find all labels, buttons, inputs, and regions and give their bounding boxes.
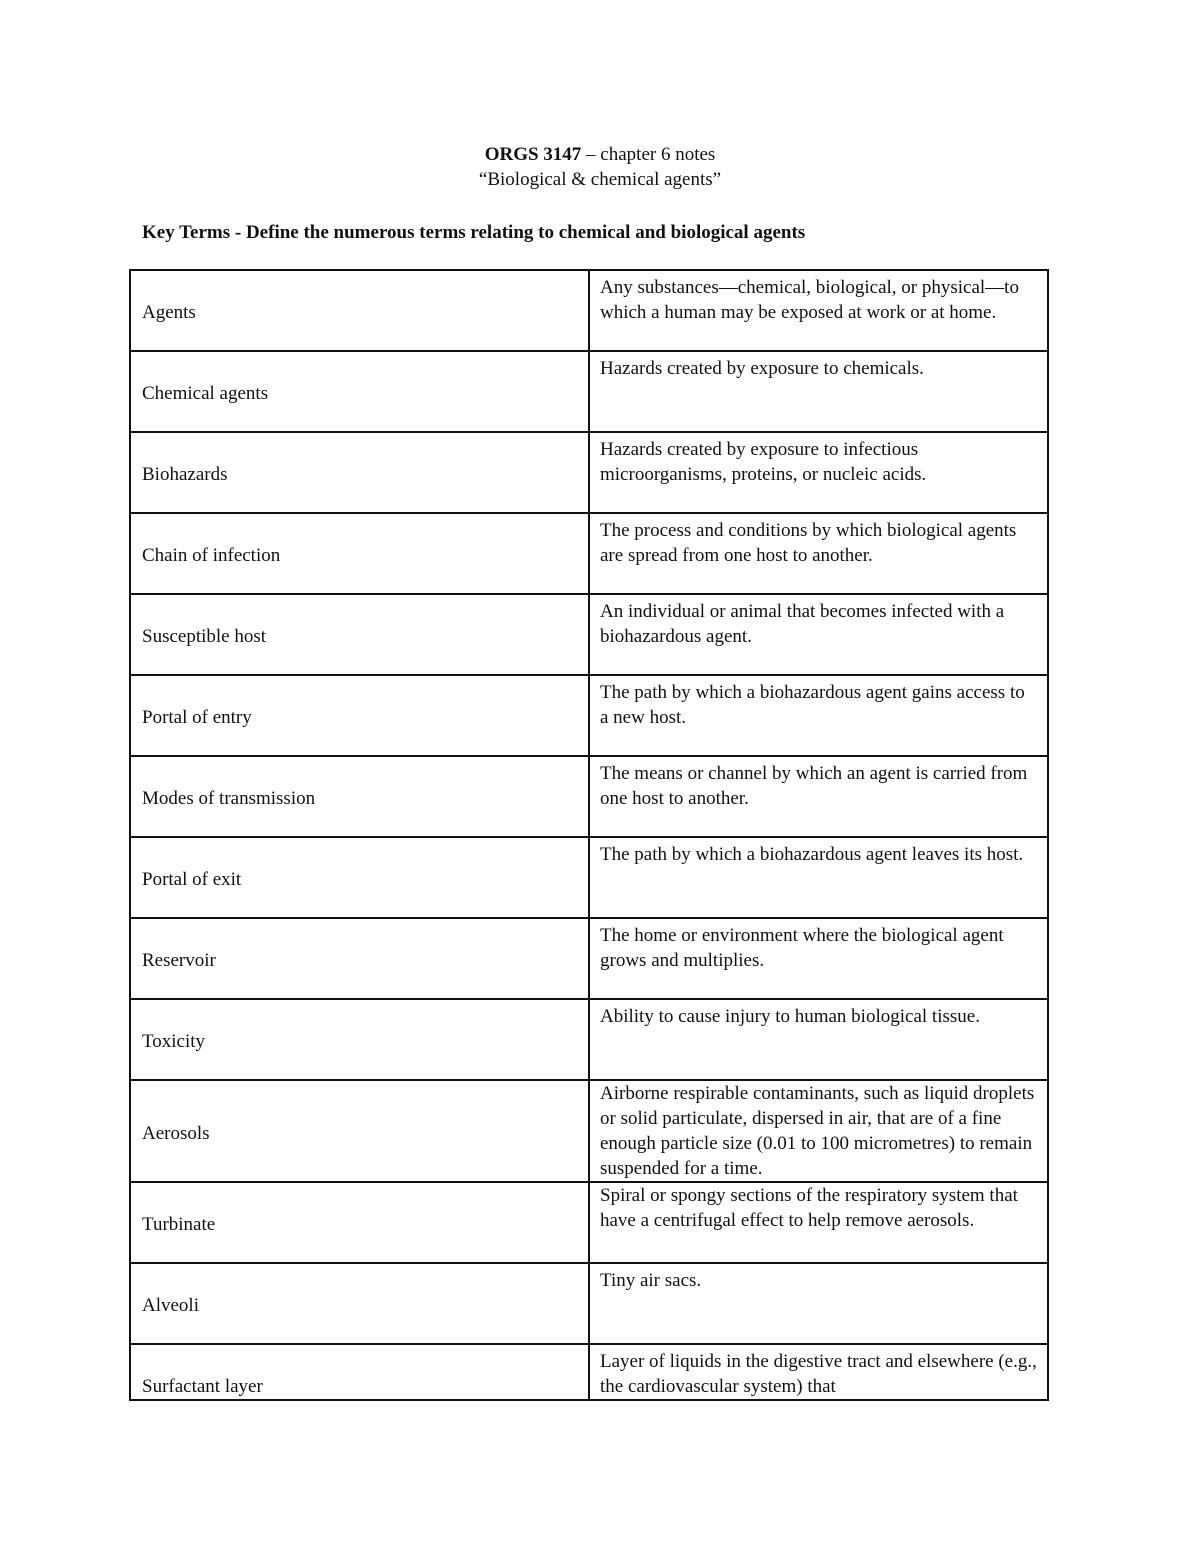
term-cell: Susceptible host <box>130 594 589 675</box>
table-row <box>130 756 1048 837</box>
table-row <box>130 918 1048 999</box>
definition-cell: The process and conditions by which biological agents are spread from one host to another. <box>589 513 1048 594</box>
table-row <box>130 432 1048 513</box>
term-cell: Chain of infection <box>130 513 589 594</box>
definition-cell: Layer of liquids in the digestive tract and elsewhere (e.g., the cardiovascular system) that <box>589 1344 1048 1400</box>
table-row <box>130 999 1048 1080</box>
definition-cell: The means or channel by which an agent is carried from one host to another. <box>589 756 1048 837</box>
table-row <box>130 1080 1048 1182</box>
table-row <box>130 1344 1048 1400</box>
table-row <box>130 513 1048 594</box>
table-row <box>130 1263 1048 1344</box>
table-row <box>130 351 1048 432</box>
table-row <box>130 594 1048 675</box>
key-terms-table <box>129 269 1049 1401</box>
term-cell: Toxicity <box>130 999 589 1080</box>
term-cell: Turbinate <box>130 1182 589 1263</box>
definition-cell: Hazards created by exposure to infectious microorganisms, proteins, or nucleic acids. <box>589 432 1048 513</box>
term-cell: Reservoir <box>130 918 589 999</box>
document-header <box>0 142 1200 192</box>
definition-cell: The path by which a biohazardous agent gains access to a new host. <box>589 675 1048 756</box>
definition-cell: Airborne respirable contaminants, such as liquid droplets or solid particulate, dispersed in air, that are of a fine enough particle size (0.01 to 100 micrometres) to remain suspended for a time. <box>589 1080 1048 1182</box>
definition-cell: The home or environment where the biological agent grows and multiplies. <box>589 918 1048 999</box>
term-cell: Surfactant layer <box>130 1344 589 1400</box>
term-cell: Biohazards <box>130 432 589 513</box>
document-subtitle: “Biological & chemical agents” <box>478 169 722 190</box>
table-row <box>130 1182 1048 1263</box>
section-heading: Key Terms - Define the numerous terms relating to chemical and biological agents <box>142 222 806 243</box>
term-cell: Aerosols <box>130 1080 589 1182</box>
table-row <box>130 270 1048 351</box>
term-cell: Portal of exit <box>130 837 589 918</box>
definition-cell: Hazards created by exposure to chemicals. <box>589 351 1048 432</box>
term-cell: Portal of entry <box>130 675 589 756</box>
definition-cell: Ability to cause injury to human biological tissue. <box>589 999 1048 1080</box>
title-rest: – chapter 6 notes <box>581 144 716 165</box>
definition-cell: An individual or animal that becomes infected with a biohazardous agent. <box>589 594 1048 675</box>
term-cell: Modes of transmission <box>130 756 589 837</box>
table-row <box>130 837 1048 918</box>
definition-cell: Spiral or spongy sections of the respiratory system that have a centrifugal effect to help remove aerosols. <box>589 1182 1048 1263</box>
term-cell: Chemical agents <box>130 351 589 432</box>
definition-cell: Tiny air sacs. <box>589 1263 1048 1344</box>
term-cell: Agents <box>130 270 589 351</box>
definition-cell: Any substances—chemical, biological, or physical—to which a human may be exposed at work or at home. <box>589 270 1048 351</box>
definition-cell: The path by which a biohazardous agent leaves its host. <box>589 837 1048 918</box>
document-title <box>0 142 1200 167</box>
term-cell: Alveoli <box>130 1263 589 1344</box>
course-code: ORGS 3147 <box>484 144 582 165</box>
table-row <box>130 675 1048 756</box>
